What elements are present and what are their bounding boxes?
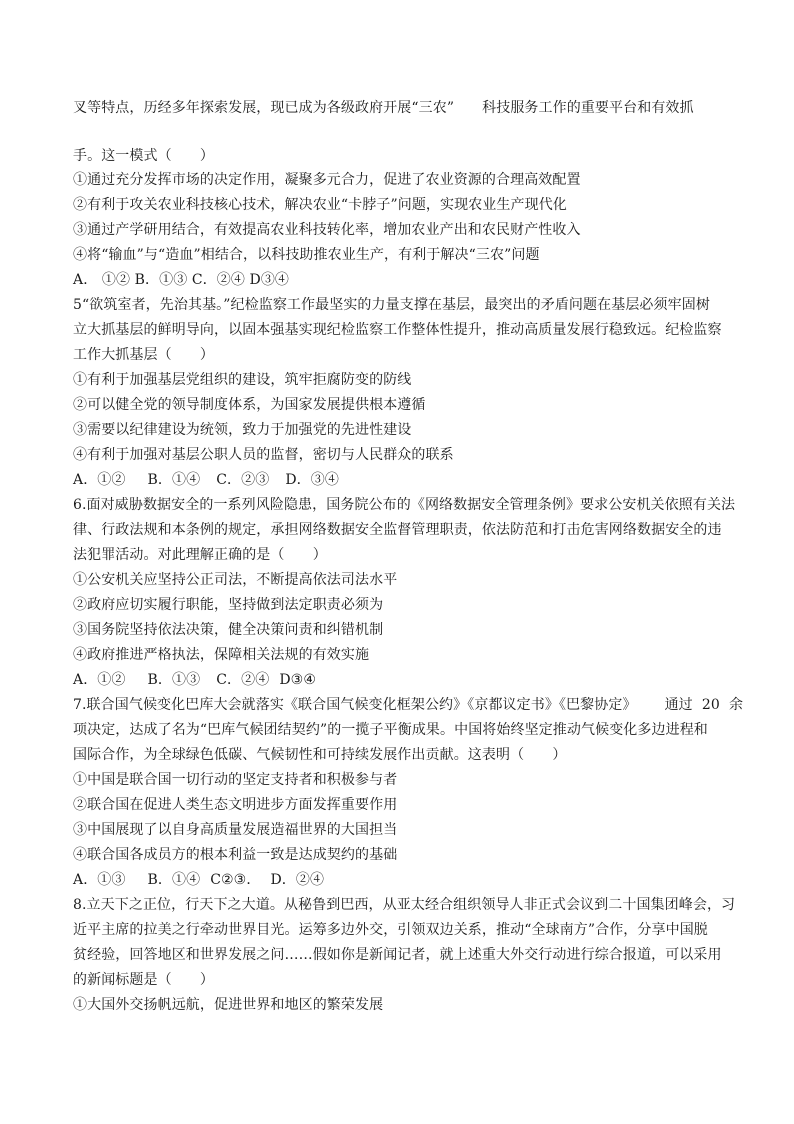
question5-stem-line: 立大抓基层的鲜明导向，以固本强基实现纪检监察工作整体性提升，推动高质量发展行稳致远。纪检监察 (73, 322, 722, 338)
question6-stem-line: 法犯罪活动。对此理解正确的是（ ） (73, 547, 327, 563)
question6-option-2: ②政府应切实履行职能，坚持做到法定职责必须为 (73, 597, 384, 613)
question7-option-4: ④联合国各成员方的根本利益一致是达成契约的基础 (73, 847, 398, 863)
question8-stem-line: 8.立天下之正位，行天下之大道。从秘鲁到巴西，从亚太经合组织领导人非正式会议到二十国集团峰会，习 (73, 897, 736, 913)
question4-option-3: ③通过产学研用结合，有效提高农业科技转化率，增加农业产出和农民财产性收入 (73, 222, 581, 238)
question5-option-4: ④有利于加强对基层公职人员的监督，密切与人民群众的联系 (73, 447, 454, 463)
text-segment: 叉等特点，历经多年探索发展，现已成为各级政府开展“三农” (73, 100, 455, 116)
question6-answers (73, 671, 316, 689)
question6-option-3: ③国务院坚持依法决策，健全决策问责和纠错机制 (73, 622, 384, 638)
question7-answers (73, 871, 324, 889)
question6-stem-line: 律、行政法规和本条例的规定，承担网络数据安全监督管理职责，依法防范和打击危害网络数据安全的违 (73, 522, 722, 538)
text-segment: 科技服务工作的重要平台和有效抓 (482, 100, 694, 116)
question5-answers (73, 471, 339, 489)
question5-option-1: ①有利于加强基层党组织的建设，筑牢拒腐防变的防线 (73, 372, 412, 388)
question7-option-2: ②联合国在促进人类生态文明进步方面发挥重要作用 (73, 797, 398, 813)
answer-choice: B．①③ (147, 672, 201, 688)
question5-stem-line: 5“欲筑室者，先治其基。”纪检监察工作最坚实的力量支撑在基层，最突出的矛盾问题在基层必须牢固树 (73, 297, 710, 313)
answer-choice: C②③． (210, 872, 261, 888)
answer-choice: C．②④ (216, 672, 270, 688)
question4-option-2: ②有利于攻关农业科技核心技术，解决农业“卡脖子”问题，实现农业生产现代化 (73, 197, 567, 213)
answer-choice: C．②③ (216, 472, 270, 488)
question4-option-4: ④将“输血”与“造血”相结合，以科技助推农业生产，有利于解决“三农”问题 (73, 247, 540, 263)
answer-choice: D．③④ (285, 472, 339, 488)
question8-stem-line: 的新闻标题是（ ） (73, 972, 214, 988)
answer-choice: D．②④ (270, 872, 325, 888)
answer-choice: A．①③ (73, 872, 126, 888)
paragraph-line (73, 99, 694, 117)
question4-stem-end: 手。这一模式（ ） (73, 148, 214, 164)
question6-option-1: ①公安机关应坚持公正司法，不断提高依法司法水平 (73, 572, 398, 588)
question5-option-3: ③需要以纪律建设为统领，致力于加强党的先进性建设 (73, 422, 412, 438)
answer-choice: B．①④ (147, 872, 201, 888)
question6-option-4: ④政府推进严格执法，保障相关法规的有效实施 (73, 647, 370, 663)
question8-stem-line: 贫经验，回答地区和世界发展之问……假如你是新闻记者，就上述重大外交行动进行综合报道，可以采用 (73, 947, 722, 963)
question4-answers: A． ①② B．①③ C．②④ D③④ (73, 272, 290, 288)
question7-stem-line: 项决定，达成了名为“巴库气候团结契约”的一揽子平衡成果。中国将始终坚定推动气候变化多边进程和 (73, 722, 708, 738)
answer-choice: D③④ (279, 672, 316, 688)
question7-option-1: ①中国是联合国一切行动的坚定支持者和积极参与者 (73, 772, 398, 788)
question7-option-3: ③中国展现了以自身高质量发展造福世界的大国担当 (73, 822, 398, 838)
text-segment: 通过 20 余 (664, 697, 744, 713)
question8-option-1: ①大国外交扬帆远航，促进世界和地区的繁荣发展 (73, 997, 384, 1013)
question7-stem-line (73, 696, 743, 714)
question5-stem-line: 工作大抓基层（ ） (73, 347, 214, 363)
question7-stem-line: 国际合作，为全球绿色低碳、气候韧性和可持续发展作出贡献。这表明（ ） (73, 747, 567, 763)
answer-choice: A．①② (73, 672, 126, 688)
question5-option-2: ②可以健全党的领导制度体系，为国家发展提供根本遵循 (73, 397, 426, 413)
question6-stem-line: 6.面对威胁数据安全的一系列风险隐患，国务院公布的《网络数据安全管理条例》要求公安机关依照有关法 (73, 497, 736, 513)
question8-stem-line: 近平主席的拉美之行牵动世界目光。运筹多边外交，引领双边关系，推动“全球南方”合作，分享中国脱 (73, 922, 708, 938)
answer-choice: B．①④ (147, 472, 201, 488)
answer-choice: A．①② (73, 472, 126, 488)
question4-option-1: ①通过充分发挥市场的决定作用，凝聚多元合力，促进了农业资源的合理高效配置 (73, 172, 581, 188)
text-segment: 7.联合国气候变化巴库大会就落实《联合国气候变化框架公约》《京都议定书》《巴黎协定》 (73, 697, 637, 713)
